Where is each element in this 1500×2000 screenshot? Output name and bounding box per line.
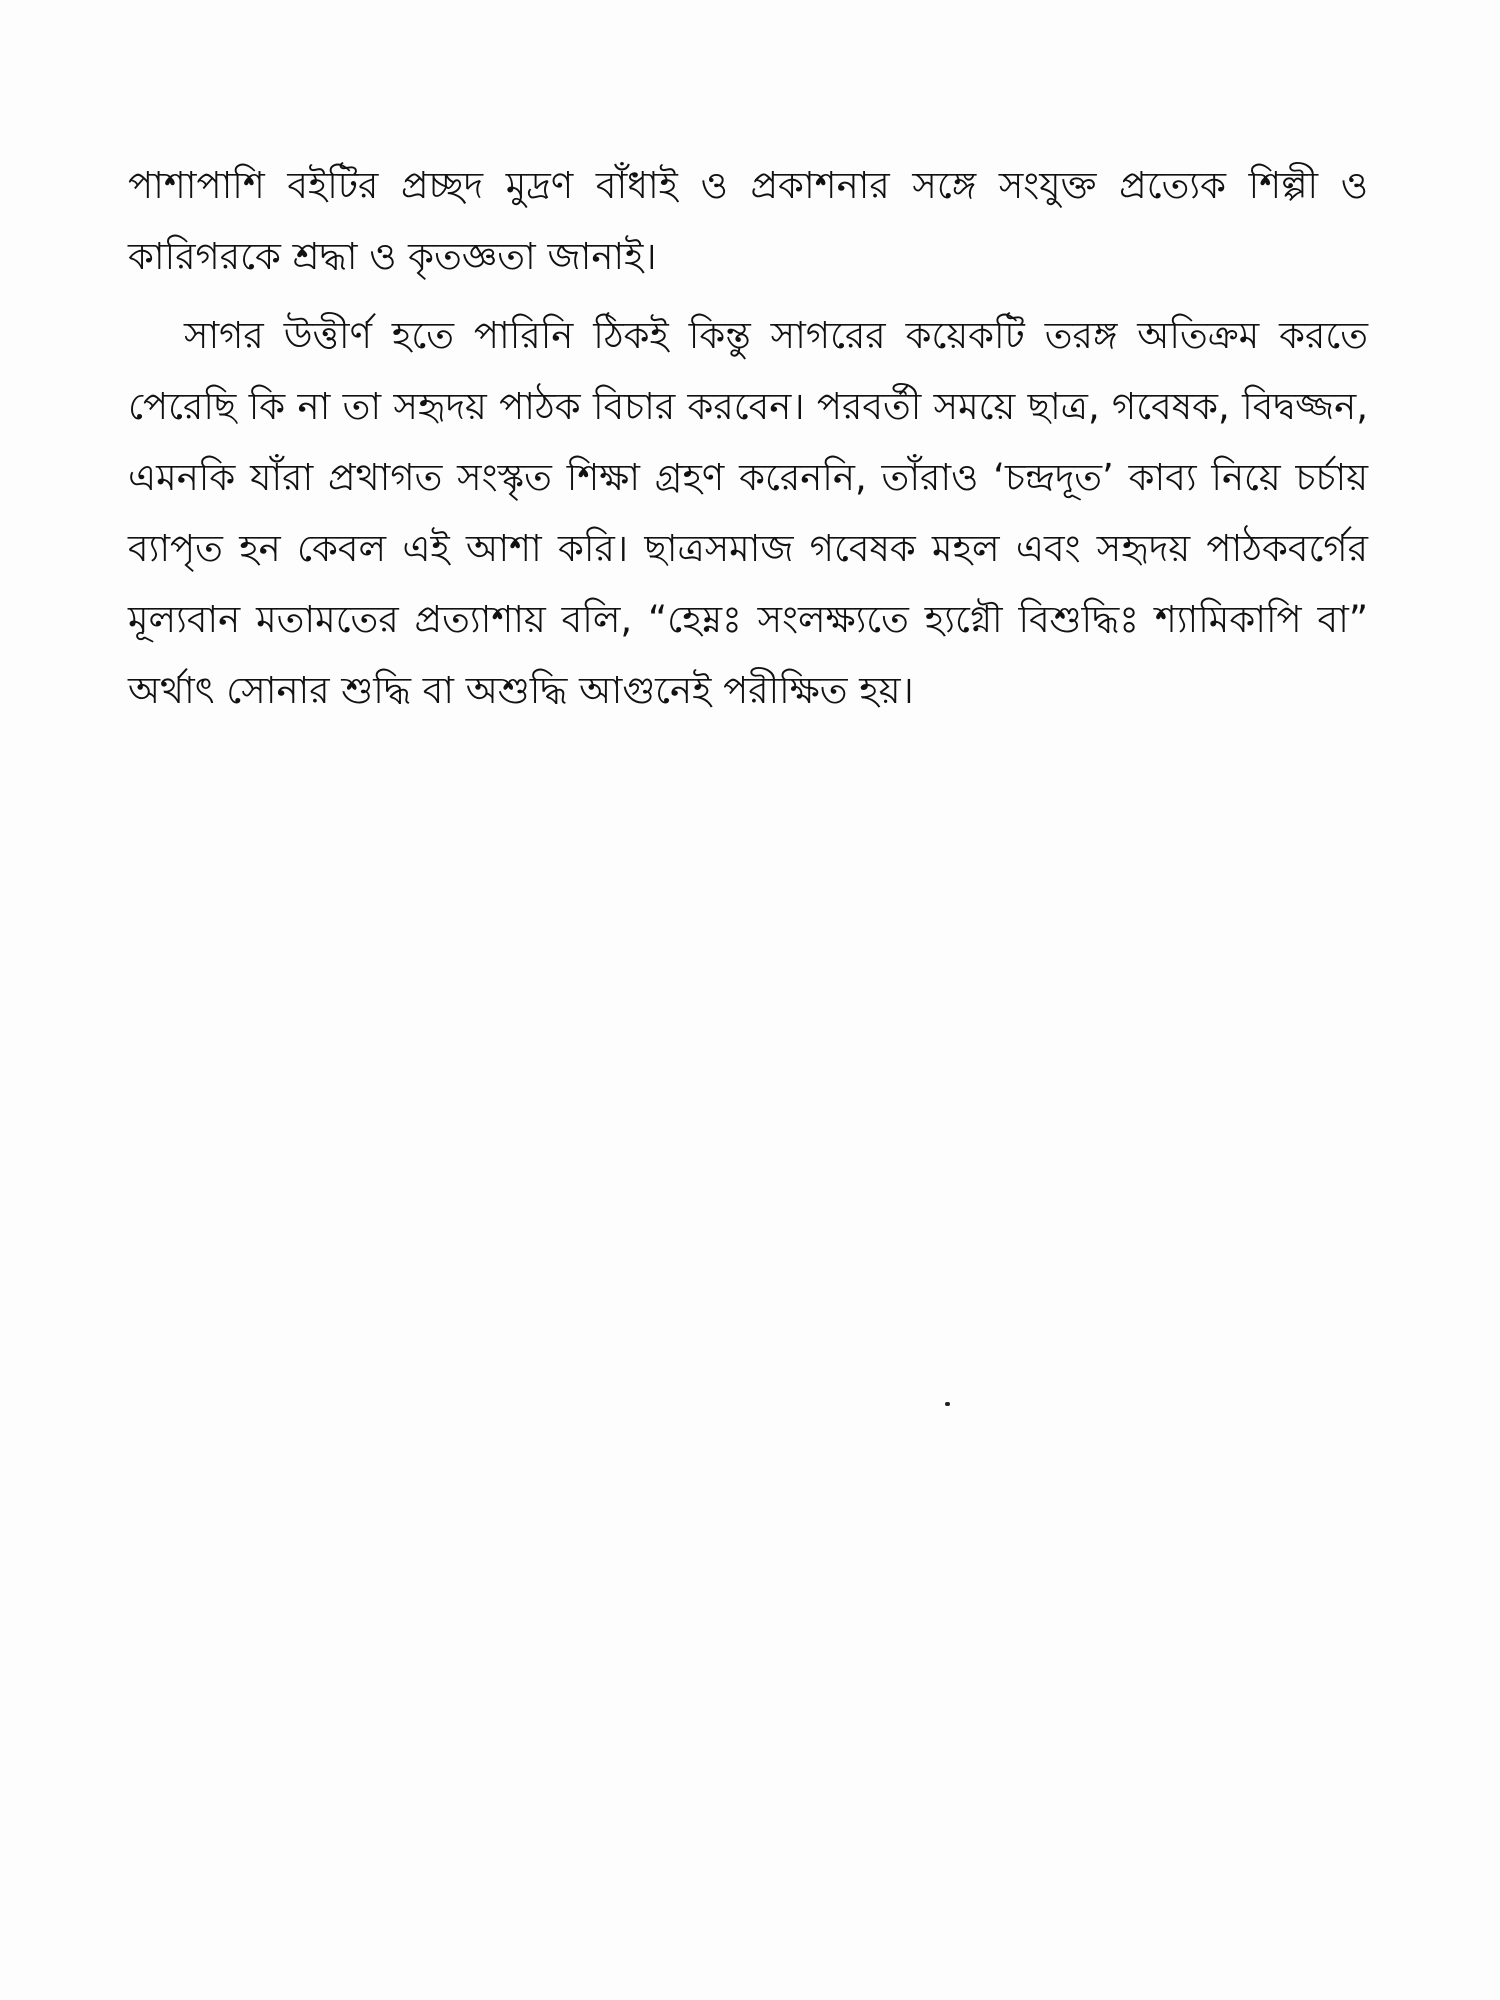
paragraph-acknowledgement: পাশাপাশি বইটির প্রচ্ছদ মুদ্রণ বাঁধাই ও প্রকাশনার সঙ্গে সংযুক্ত প্রত্যেক শিল্পী ও কারিগরকে শ্রদ্ধা ও কৃতজ্ঞতা জানাই। — [128, 164, 1368, 278]
paragraph-closing: সাগর উত্তীর্ণ হতে পারিনি ঠিকই কিন্তু সাগরের কয়েকটি তরঙ্গ অতিক্রম করতে পেরেছি কি না তা সহৃদয় পাঠক বিচার করবেন। পরবর্তী সময়ে ছাত্র, গবেষক, বিদ্বজ্জন, এমনকি যাঁরা প্রথাগত সংস্কৃত শিক্ষা গ্রহণ করেননি, তাঁরাও ‘চন্দ্রদূত’ কাব্য নিয়ে চর্চায় ব্যাপৃত হন কেবল এই আশা করি। ছাত্রসমাজ গবেষক মহল এবং সহৃদয় পাঠকবর্গের মূল্যবান মতামতের প্রত্যাশায় বলি, “হেম্নঃ সংলক্ষ্যতে হ্যগ্নৌ বিশুদ্ধিঃ শ্যামিকাপি বা” অর্থাৎ সোনার শুদ্ধি বা অশুদ্ধি আগুনেই পরীক্ষিত হয়। — [128, 314, 1368, 712]
print-speck — [945, 1402, 950, 1406]
body-text — [128, 150, 1368, 726]
